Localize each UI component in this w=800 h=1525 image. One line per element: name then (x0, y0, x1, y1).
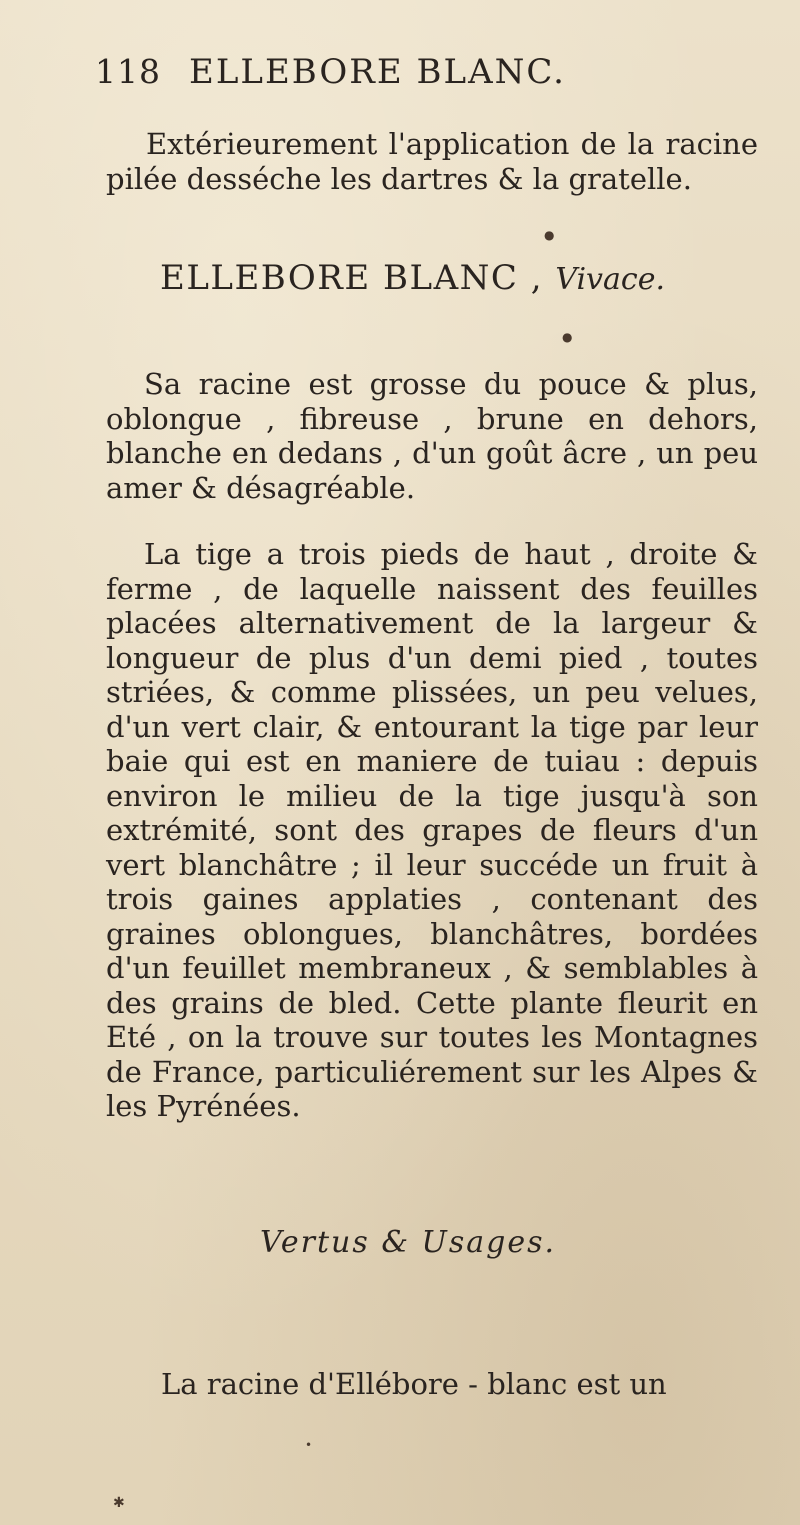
ink-speck: ● (544, 228, 555, 242)
running-head: ELLEBORE BLANC. (189, 52, 566, 92)
paragraph-root-description: Sa racine est grosse du pouce & plus, oblongue , fibreuse , brune en dehors, blanche en dedans , d'un goût âcre , un peu amer & désagréable. (106, 367, 758, 505)
ink-speck: ● (562, 330, 573, 344)
subheading-vertus-usages: Vertus & Usages. (260, 1225, 557, 1260)
page-number: 118 (95, 52, 161, 91)
ink-speck: ✱ (113, 1495, 125, 1511)
ink-speck: • (305, 1438, 313, 1452)
section-title-text: ELLEBORE BLANC , (160, 258, 544, 298)
paragraph-stem-description: La tige a trois pieds de haut , droite & ferme , de laquelle naissent des feuilles placées alternativement de la largeur & longueur de plus d'un demi pied , toutes striées, & comme plissées, un peu velues, d'un vert clair, & entourant la tige par leur baie qui est en maniere de tuiau : depuis environ le milieu de la tige jusqu'à son extrémité, sont des grapes de fleurs d'un vert blanchâtre ; il leur succéde un fruit à trois gaines applaties , contenant des graines oblongues, blanchâtres, bordées d'un feuillet membraneux , & semblables à des grains de bled. Cette plante fleurit en Eté , on la trouve sur toutes les Montagnes de France, particuliérement sur les Alpes & les Pyrénées. (106, 537, 758, 1123)
section-title-italic: Vivace. (555, 262, 665, 297)
page-header (95, 52, 755, 98)
paragraph-external-use: Extérieurement l'application de la racine pilée desséche les dartres & la gratelle. (106, 127, 758, 196)
paragraph-root-virtues: La racine d'Ellébore - blanc est un (161, 1367, 667, 1401)
section-title (160, 258, 740, 298)
